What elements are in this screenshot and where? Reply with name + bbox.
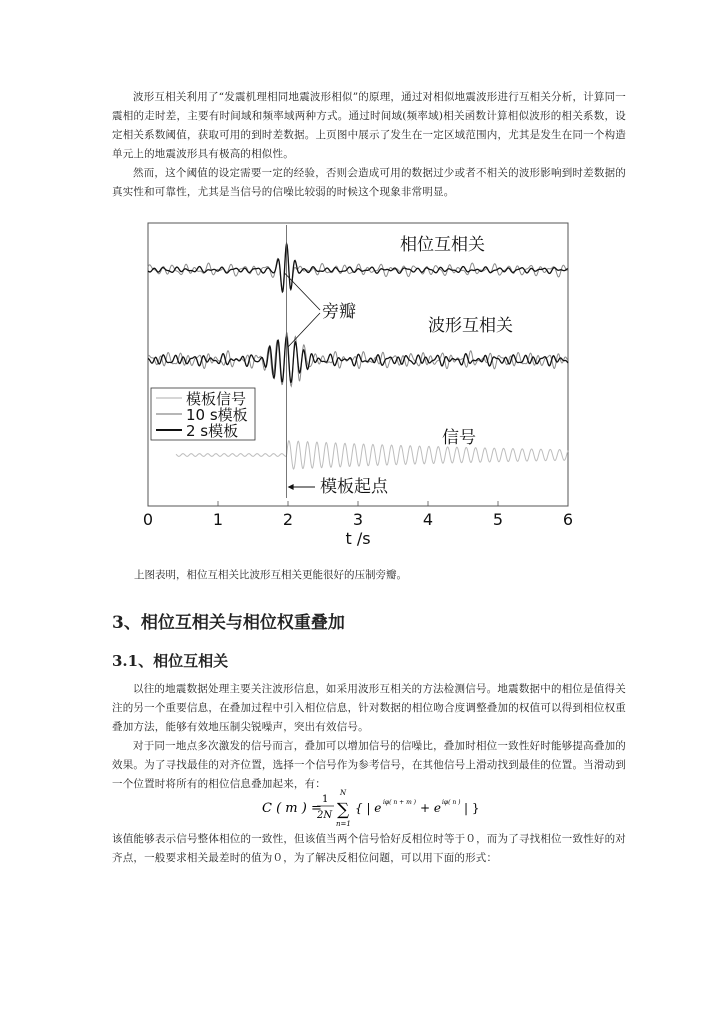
x-tick-label: 1 (212, 510, 224, 529)
x-tick-label: 5 (492, 510, 504, 529)
wave-corr-label: 波形互相关 (428, 316, 513, 336)
paragraph-1: 波形互相关利用了“发震机理相同地震波形相似”的原理，通过对相似地震波形进行互相关分析，计算同一震相的走时差，主要有时间域和频率域两种方式。通过时间域(频率域)相关函数计算相似波形的相关系数，设定相关系数阈值，获取可用的到时差数据。上页图中展示了发生在一定区域范围内，尤其是发生在同一个构造单元上的地震波形具有极高的相似性。 (112, 91, 626, 160)
formula-body: { | e (355, 801, 382, 815)
legend-entry-label: 模板信号 (186, 390, 247, 408)
legend-entry-label: 2 s模板 (186, 422, 239, 440)
subsection-heading: 3.1、相位互相关 (112, 652, 229, 670)
formula-exp2: iφ( n ) (442, 799, 461, 806)
x-tick-label: 4 (422, 510, 434, 529)
x-tick-label: 6 (562, 510, 574, 529)
paragraph-2: 然而，这个阈值的设定需要一定的经验，否则会造成可用的数据过少或者不相关的波形影响到时差数据的真实性和可靠性，尤其是当信号的信噪比较弱的时候这个现象非常明显。 (112, 167, 626, 198)
paragraph-5: 该值能够表示信号整体相位的一致性，但该值当两个信号恰好反相位时等于０，而为了寻找相位一致性好的对齐点，一般要求相关最差时的值为０，为了解决反相位问题，可以用下面的形式： (112, 833, 626, 864)
phase-corr-10s-trace (148, 243, 568, 291)
waveform-figure (110, 215, 610, 555)
wave-corr-10s-trace (148, 333, 568, 387)
formula-close: | } (464, 801, 480, 815)
template-start-arrowhead (288, 484, 294, 490)
template-start-label: 模板起点 (320, 477, 388, 497)
phase-corr-label: 相位互相关 (400, 235, 485, 255)
formula-sum-sign: ∑ (337, 800, 350, 820)
template-signal-trace (176, 441, 568, 469)
phase-sum-formula (262, 786, 482, 830)
x-axis-label: t /s (345, 529, 371, 548)
formula-num: 1 (322, 794, 329, 805)
legend (151, 388, 255, 440)
x-tick-label: 2 (282, 510, 294, 529)
formula-den: 2N (317, 810, 333, 821)
formula-lhs: C ( m ) = (262, 801, 322, 816)
formula-exp1: iφ( n + m ) (383, 799, 417, 806)
sidelobe-label: 旁瓣 (322, 302, 356, 322)
x-tick-label: 3 (352, 510, 364, 529)
section-heading: 3、相位互相关与相位权重叠加 (112, 613, 345, 633)
x-axis (143, 501, 573, 548)
formula-plus: + e (420, 801, 441, 815)
paragraph-3: 以往的地震数据处理主要关注波形信息，如采用波形互相关的方法检测信号。地震数据中的相位是值得关注的另一个重要信息，在叠加过程中引入相位信息，针对数据的相位吻合度调整叠加的权值可以得到相位权重叠加方法，能够有效地压制尖锐噪声，突出有效信号。 (112, 683, 626, 733)
sidelobe-arrow-bottom (288, 313, 320, 347)
paragraph-4: 对于同一地点多次激发的信号而言，叠加可以增加信号的信噪比，叠加时相位一致性好时能够提高叠加的效果。为了寻找最佳的对齐位置，选择一个信号作为参考信号，在其他信号上滑动找到最佳的位置。当滑动到一个位置时将所有的相位信息叠加起来，有： (112, 740, 626, 790)
wave-corr-2s-trace (148, 336, 568, 382)
signal-label: 信号 (442, 428, 476, 448)
formula-sum-bottom: n=1 (336, 820, 351, 828)
sidelobe-arrow-top (285, 273, 321, 310)
x-tick-label: 0 (142, 510, 154, 529)
figure-caption: 上图表明，相位互相关比波形互相关更能很好的压制旁瓣。 (134, 569, 407, 581)
legend-entry-label: 10 s模板 (186, 406, 248, 424)
formula-sum-top: N (340, 789, 347, 797)
